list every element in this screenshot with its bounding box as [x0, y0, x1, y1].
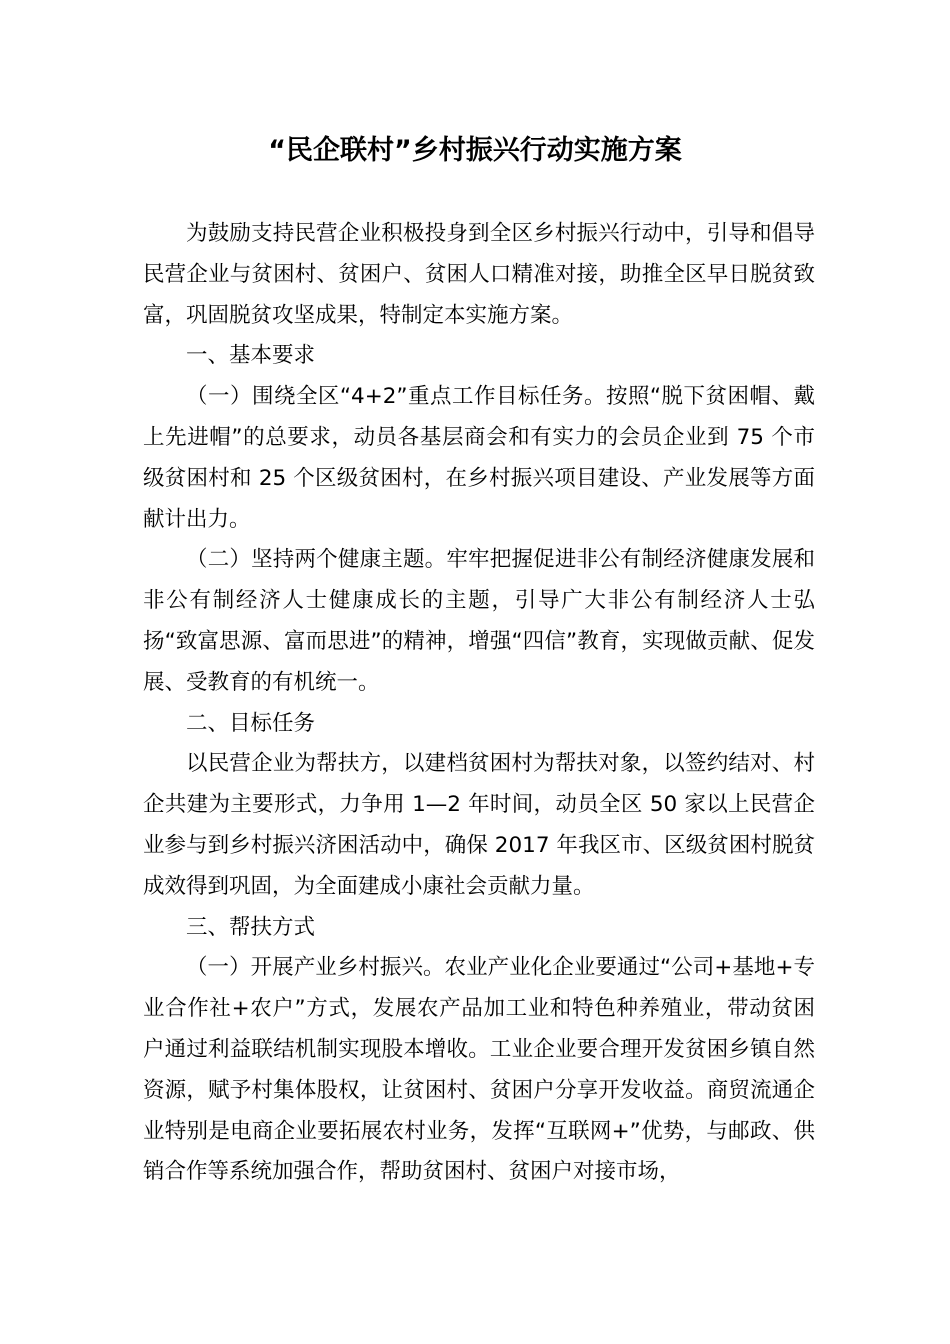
paragraph-requirement-2: （二）坚持两个健康主题。牢牢把握促进非公有制经济健康发展和非公有制经济人士健康成长的主题，引导广大非公有制经济人士弘扬“致富思源、富而思进”的精神，增强“四信”教育，实现做贡献、促发展、受教育的有机统一。: [143, 547, 815, 695]
section-heading-goals: 二、目标任务: [186, 710, 316, 736]
section-heading-assistance-methods: 三、帮扶方式: [186, 914, 316, 940]
document-title: “民企联村”乡村振兴行动实施方案: [268, 135, 682, 166]
document-body: [143, 214, 815, 1193]
paragraph-method-1: （一）开展产业乡村振兴。农业产业化企业要通过“公司+基地+专业合作社+农户”方式，发展农产品加工业和特色种养殖业，带动贫困户通过利益联结机制实现股本增收。工业企业要合理开发贫困乡镇自然资源，赋予村集体股权，让贫困村、贫困户分享开发收益。商贸流通企业特别是电商企业要拓展农村业务，发挥“互联网+”优势，与邮政、供销合作等系统加强合作，帮助贫困村、贫困户对接市场，: [143, 955, 815, 1185]
intro-paragraph: 为鼓励支持民营企业积极投身到全区乡村振兴行动中，引导和倡导民营企业与贫困村、贫困户、贫困人口精准对接，助推全区早日脱贫致富，巩固脱贫攻坚成果，特制定本实施方案。: [143, 221, 815, 328]
paragraph-goals: 以民营企业为帮扶方，以建档贫困村为帮扶对象，以签约结对、村企共建为主要形式，力争用 1—2 年时间，动员全区 50 家以上民营企业参与到乡村振兴济困活动中，确保 2017 年我区市、区级贫困村脱贫成效得到巩固，为全面建成小康社会贡献力量。: [143, 751, 815, 899]
paragraph-requirement-1: （一）围绕全区“4+2”重点工作目标任务。按照“脱下贫困帽、戴上先进帽”的总要求，动员各基层商会和有实力的会员企业到 75 个市级贫困村和 25 个区级贫困村，在乡村振兴项目建设、产业发展等方面献计出力。: [143, 384, 815, 532]
section-heading-basic-requirements: 一、基本要求: [186, 343, 316, 369]
